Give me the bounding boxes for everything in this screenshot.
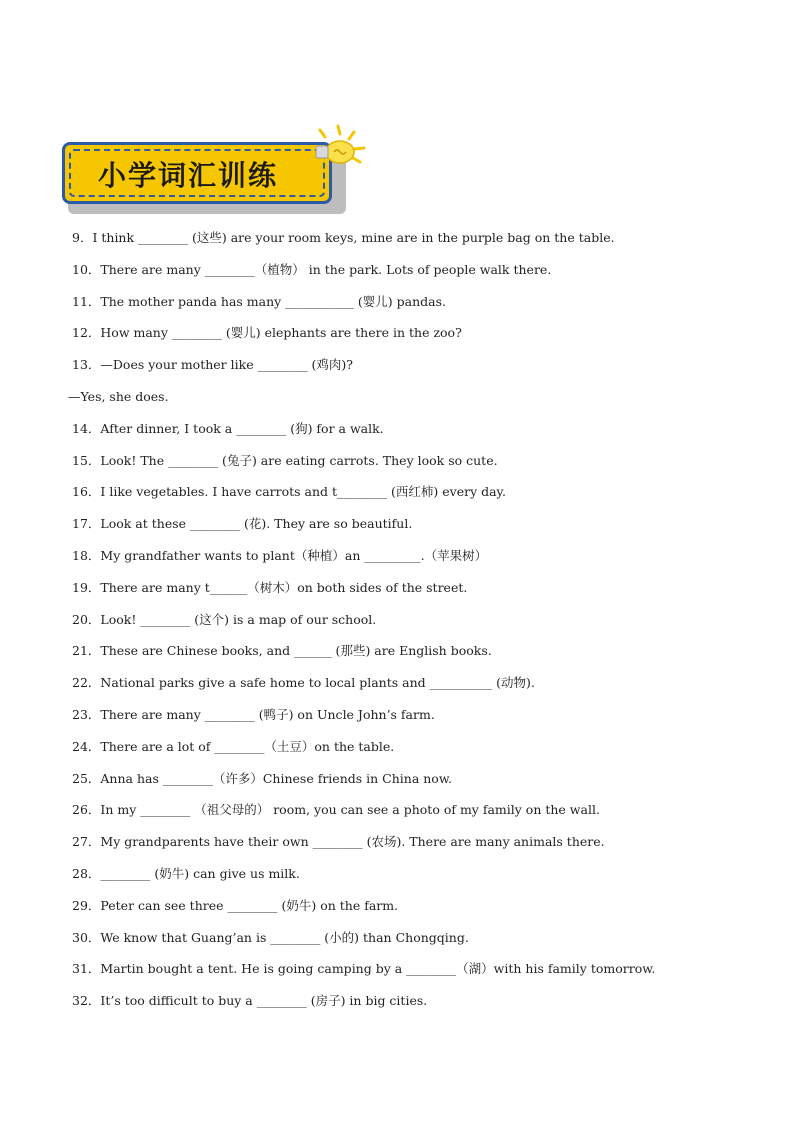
section-banner <box>62 122 362 220</box>
exercise-item-24: 24．There are a lot of ________（土豆）on the table. <box>72 738 395 754</box>
exercise-item-13: 13．—Does your mother like ________ (鸡肉)? <box>72 357 353 373</box>
exercise-item-15: 15．Look! The ________ (兔子) are eating carrots. They look so cute. <box>72 452 498 468</box>
exercise-item-9: 9．I think ________ (这些) are your room keys, mine are in the purple bag on the table. <box>72 230 615 245</box>
exercise-item-18: 18．My grandfather wants to plant（种植）an _________.（苹果树） <box>72 547 488 563</box>
exercise-item-25: 25．Anna has ________（许多）Chinese friends in China now. <box>72 770 453 786</box>
exercise-item-14: 14．After dinner, I took a ________ (狗) for a walk. <box>72 420 384 436</box>
exercise-item-20: 20．Look! ________ (这个) is a map of our school. <box>72 611 377 627</box>
exercise-item-29: 29．Peter can see three ________ (奶牛) on the farm. <box>72 897 399 913</box>
exercise-item-27: 27．My grandparents have their own ________ (农场). There are many animals there. <box>72 834 605 850</box>
lightbulb-icon <box>298 122 368 182</box>
exercise-item-19: 19．There are many t______（树木）on both sides of the street. <box>72 579 468 595</box>
exercise-item-16: 16．I like vegetables. I have carrots and t________ (西红柿) every day. <box>72 484 506 500</box>
exercise-item-32: 32．It’s too difficult to buy a ________ (房子) in big cities. <box>72 993 428 1009</box>
exercise-item-31: 31．Martin bought a tent. He is going camping by a ________（湖）with his family tomorrow. <box>72 961 656 977</box>
banner-title: 小学词汇训练 <box>98 159 279 192</box>
exercise-item-28: 28．________ (奶牛) can give us milk. <box>72 865 300 881</box>
exercise-item-17: 17．Look at these ________ (花). They are so beautiful. <box>72 516 413 532</box>
exercise-item-26: 26．In my ________ （祖父母的） room, you can see a photo of my family on the wall. <box>72 802 600 818</box>
exercise-item-22: 22．National parks give a safe home to local plants and __________ (动物). <box>72 675 535 691</box>
exercise-item-10: 10．There are many ________（植物） in the park. Lots of people walk there. <box>72 261 552 277</box>
exercise-item-12: 12．How many ________ (婴儿) elephants are there in the zoo? <box>72 325 462 341</box>
exercise-item-23: 23．There are many ________ (鸭子) on Uncle John’s farm. <box>72 706 435 722</box>
exercise-list <box>68 228 752 1023</box>
exercise-item-11: 11．The mother panda has many ___________ (婴儿) pandas. <box>72 293 446 309</box>
exercise-item-13-answer: —Yes, she does. <box>68 388 169 404</box>
exercise-item-30: 30．We know that Guang’an is ________ (小的) than Chongqing. <box>72 929 469 945</box>
exercise-item-21: 21．These are Chinese books, and ______ (那些) are English books. <box>72 643 492 659</box>
